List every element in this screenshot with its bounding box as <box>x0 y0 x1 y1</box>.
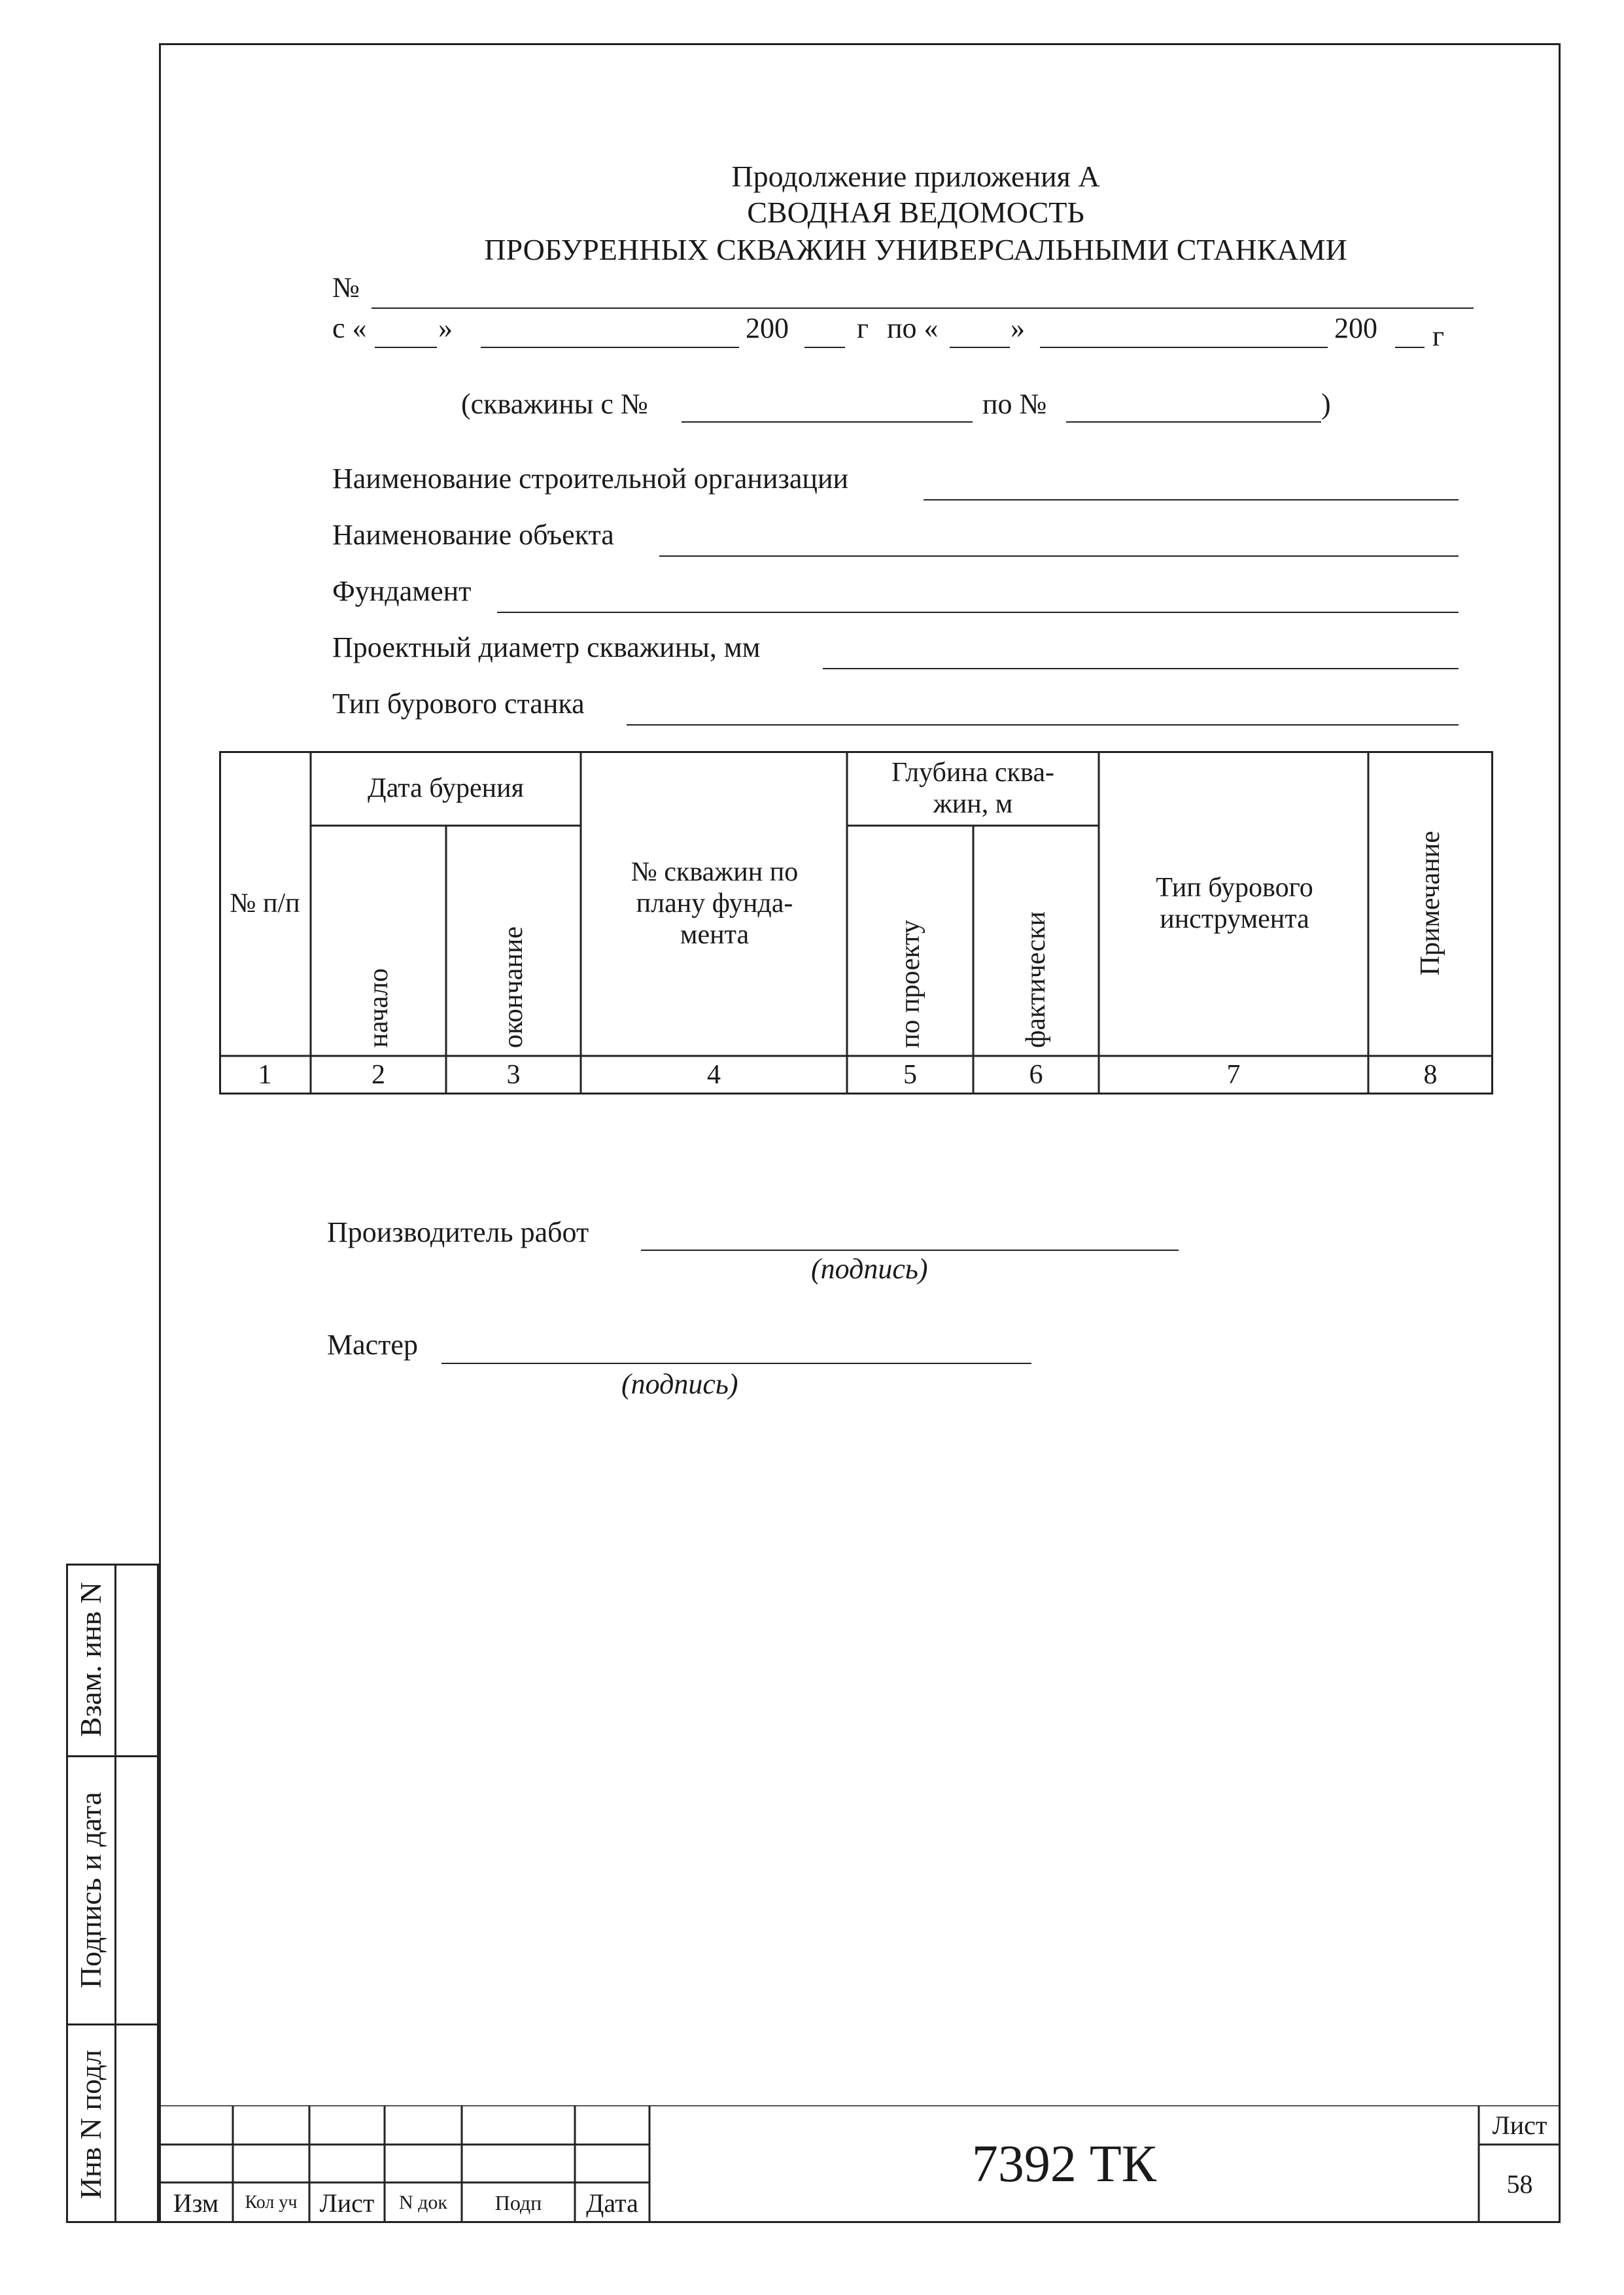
index-cell: 3 <box>506 1059 521 1090</box>
month-from-field[interactable] <box>481 347 739 348</box>
index-cell: 5 <box>903 1059 917 1090</box>
year-from-field[interactable] <box>804 347 845 348</box>
side-sign-date: Подпись и дата <box>73 1792 107 1989</box>
g-from-label: г <box>857 312 869 344</box>
side-vzam: Взам. инв N <box>73 1581 107 1738</box>
object-label: Наименование объекта <box>332 519 614 551</box>
header-actual: фактически <box>1021 911 1051 1048</box>
index-cell: 6 <box>1029 1059 1043 1090</box>
continuation-caption: Продолжение приложения А <box>731 160 1100 193</box>
master-label: Мастер <box>327 1329 418 1361</box>
side-inv-orig: Инв N подл <box>73 2049 107 2199</box>
title-block <box>159 2105 1561 2223</box>
stamp-kol: Кол уч <box>245 2192 298 2213</box>
stamp-data: Дата <box>586 2188 638 2218</box>
year-to-field[interactable] <box>1395 347 1425 348</box>
wells-from-label: (скважины с № <box>461 388 648 420</box>
header-start: начало <box>363 968 394 1048</box>
page-frame <box>159 43 1561 2223</box>
producer-caption: (подпись) <box>811 1253 928 1285</box>
index-cell: 2 <box>371 1059 385 1090</box>
header-plan: № скважин по плану фунда-мента <box>631 857 799 950</box>
date-to-label: по « <box>887 312 939 344</box>
rig-label: Тип бурового станка <box>332 688 585 720</box>
producer-label: Производитель работ <box>327 1216 589 1248</box>
number-field[interactable] <box>371 307 1474 309</box>
date-from-close: » <box>438 312 453 344</box>
header-date: Дата бурения <box>368 773 524 803</box>
index-cell: 7 <box>1226 1059 1241 1090</box>
side-divider <box>114 1564 116 2223</box>
org-label: Наименование строительной организации <box>332 463 849 495</box>
wells-close-paren: ) <box>1321 388 1331 420</box>
day-from-field[interactable] <box>375 347 437 348</box>
stamp-ndok: N док <box>398 2192 447 2213</box>
diameter-label: Проектный диаметр скважины, мм <box>332 631 761 663</box>
stamp-izm: Изм <box>173 2188 219 2218</box>
wells-to-label: по № <box>982 388 1047 420</box>
header-num: № п/п <box>230 888 300 919</box>
wells-table <box>219 751 1494 1098</box>
diameter-field[interactable] <box>823 668 1459 669</box>
date-from-label: с « <box>332 312 367 344</box>
day-to-field[interactable] <box>950 347 1010 348</box>
year-to-label: 200 <box>1334 312 1377 344</box>
index-cell: 4 <box>707 1059 721 1090</box>
document-code: 7392 ТК <box>971 2135 1157 2193</box>
org-field[interactable] <box>924 499 1459 500</box>
stamp-list: Лист <box>319 2188 375 2218</box>
month-to-field[interactable] <box>1040 347 1328 348</box>
master-caption: (подпись) <box>621 1368 738 1400</box>
date-to-close: » <box>1011 312 1025 344</box>
header-tool: Тип бурового инструмента <box>1156 873 1313 934</box>
number-label: № <box>332 272 360 304</box>
wells-from-field[interactable] <box>682 421 973 423</box>
document-title: СВОДНАЯ ВЕДОМОСТЬ <box>747 196 1084 229</box>
foundation-label: Фундамент <box>332 575 472 607</box>
rig-field[interactable] <box>627 724 1459 726</box>
header-depth: Глубина сква-жин, м <box>891 758 1054 819</box>
header-design: по проекту <box>895 919 925 1048</box>
document-subtitle: ПРОБУРЕННЫХ СКВАЖИН УНИВЕРСАЛЬНЫМИ СТАНКАМИ <box>484 233 1347 266</box>
header-end: окончание <box>498 926 528 1048</box>
sheet-label: Лист <box>1492 2110 1547 2140</box>
foundation-field[interactable] <box>497 612 1459 613</box>
master-signature-field[interactable] <box>441 1363 1031 1364</box>
year-from-label: 200 <box>746 312 789 344</box>
wells-to-field[interactable] <box>1066 421 1321 423</box>
sheet-number: 58 <box>1506 2169 1533 2199</box>
producer-signature-field[interactable] <box>641 1250 1179 1251</box>
index-cell: 8 <box>1423 1059 1438 1090</box>
g-to-label: г <box>1432 320 1445 352</box>
stamp-podp: Подп <box>494 2190 542 2215</box>
object-field[interactable] <box>659 555 1459 557</box>
index-cell: 1 <box>258 1059 272 1090</box>
header-note: Примечание <box>1415 831 1445 976</box>
